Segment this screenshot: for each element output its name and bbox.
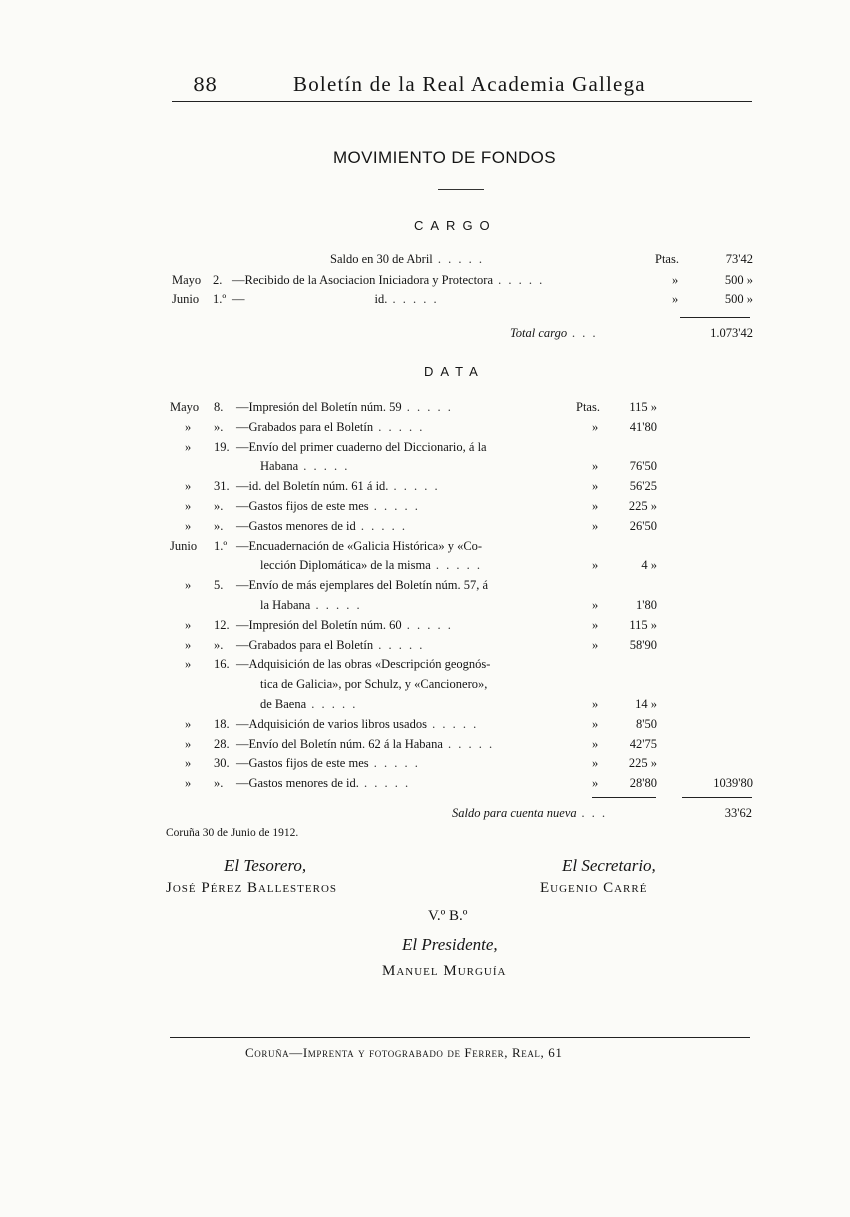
- data-row-desc: —Impresión del Boletín núm. 59 . . . . .: [236, 400, 453, 414]
- page-title: MOVIMIENTO DE FONDOS: [333, 148, 557, 167]
- running-title: Boletín de la Real Academia Gallega: [293, 72, 646, 96]
- printer-footer: Coruña—Imprenta y fotograbado de Ferrer, Real, 61: [245, 1045, 563, 1060]
- data-row-unit: »: [592, 479, 599, 493]
- data-row-desc: —id. del Boletín núm. 61 á id. . . . . .: [236, 479, 440, 493]
- cargo-row-month: Junio: [172, 292, 200, 306]
- data-row-desc: —Encuadernación de «Galicia Histórica» y «Co-: [236, 539, 483, 553]
- secretary-title: El Secretario,: [562, 856, 656, 875]
- data-row-unit: »: [592, 598, 599, 612]
- data-row-desc: la Habana . . . . .: [260, 598, 362, 612]
- data-row-desc: —Envío del Boletín núm. 62 á la Habana . . . . .: [236, 737, 495, 751]
- data-row-desc: —Grabados para el Boletín . . . . .: [236, 638, 425, 652]
- title-divider: [438, 189, 484, 190]
- data-row-day: ».: [214, 638, 224, 652]
- balance-value: 33'62: [724, 806, 752, 820]
- treasurer-name: José Pérez Ballesteros: [166, 880, 338, 896]
- page-number: 88: [193, 74, 218, 96]
- cargo-row-amount: 73'42: [725, 252, 753, 266]
- data-row-day: ».: [214, 499, 224, 513]
- data-subtotal-rule: [592, 797, 656, 798]
- data-row-desc: Habana . . . . .: [260, 459, 350, 473]
- secretary-name: Eugenio Carré: [540, 880, 648, 896]
- data-row-unit: »: [592, 459, 599, 473]
- data-row-day: 8.: [214, 400, 224, 414]
- cargo-row-unit: »: [672, 292, 679, 306]
- cargo-total-value: 1.073'42: [710, 326, 753, 340]
- data-row-day: ».: [214, 519, 224, 533]
- data-row-unit: »: [592, 499, 599, 513]
- data-row-desc: —Gastos menores de id . . . . .: [236, 519, 408, 533]
- data-heading: DATA: [424, 364, 485, 379]
- data-row-month: »: [185, 519, 192, 533]
- data-row-day: 28.: [214, 737, 230, 751]
- data-row-unit: »: [592, 697, 599, 711]
- data-total-rule: [682, 797, 752, 798]
- data-row-day: 5.: [214, 578, 224, 592]
- data-row-month: »: [185, 737, 192, 751]
- data-row-month: »: [185, 657, 192, 671]
- data-row-amount: 115 »: [629, 400, 657, 414]
- data-row-month: »: [185, 776, 192, 790]
- cargo-row-desc: Saldo en 30 de Abril . . . . .: [330, 252, 485, 266]
- ditto-mark: id.: [374, 292, 388, 306]
- data-row-month: »: [185, 618, 192, 632]
- data-row-amount: 56'25: [629, 479, 657, 493]
- data-row-month: »: [185, 499, 192, 513]
- cargo-total-label: Total cargo . . .: [510, 326, 598, 340]
- data-row-day: 18.: [214, 717, 230, 731]
- data-row-day: ».: [214, 776, 224, 790]
- date-line: Coruña 30 de Junio de 1912.: [166, 827, 299, 839]
- data-row-amount: 26'50: [629, 519, 657, 533]
- treasurer-title: El Tesorero,: [224, 856, 307, 875]
- data-row-day: 1.º: [214, 539, 228, 553]
- data-row-desc: —Gastos fijos de este mes . . . . .: [236, 756, 420, 770]
- data-row-amount: 225 »: [628, 756, 657, 770]
- cargo-row-desc: —Recibido de la Asociacion Iniciadora y Protectora . . . . .: [232, 273, 545, 287]
- data-row-desc: lección Diplomática» de la misma . . . . .: [260, 558, 483, 572]
- data-row-month: »: [185, 638, 192, 652]
- president-name: Manuel Murguía: [382, 963, 507, 979]
- balance-label: Saldo para cuenta nueva . . .: [452, 806, 608, 820]
- data-row-day: 31.: [214, 479, 230, 493]
- cargo-row-day: 1.º: [213, 292, 227, 306]
- president-title: El Presidente,: [402, 935, 498, 954]
- data-row-month: »: [185, 479, 192, 493]
- data-row-unit: »: [592, 776, 599, 790]
- data-row-amount: 76'50: [629, 459, 657, 473]
- data-row-desc: —Impresión del Boletín núm. 60 . . . . .: [236, 618, 453, 632]
- data-row-day: 12.: [214, 618, 230, 632]
- data-row-amount: 8'50: [635, 717, 657, 731]
- data-row-unit: »: [592, 558, 599, 572]
- data-row-day: 16.: [214, 657, 230, 671]
- data-row-unit: »: [592, 638, 599, 652]
- cargo-row-unit: »: [672, 273, 679, 287]
- data-row-unit: Ptas.: [576, 400, 600, 414]
- data-total-value: 1039'80: [713, 776, 753, 790]
- data-row-desc: —Adquisición de las obras «Descripción geognós-: [236, 657, 491, 671]
- data-row-month: »: [185, 717, 192, 731]
- data-row-amount: 42'75: [629, 737, 657, 751]
- cargo-row-month: Mayo: [172, 273, 202, 287]
- data-row-amount: 1'80: [635, 598, 657, 612]
- footer-rule: [170, 1037, 750, 1038]
- data-row-desc: —Adquisición de varios libros usados . . . . .: [236, 717, 479, 731]
- data-row-unit: »: [592, 519, 599, 533]
- data-row-amount: 28'80: [629, 776, 657, 790]
- cargo-row-amount: 500 »: [724, 273, 753, 287]
- data-row-month: »: [185, 420, 192, 434]
- data-row-unit: »: [592, 717, 599, 731]
- data-row-month: »: [185, 578, 192, 592]
- data-row-amount: 41'80: [629, 420, 657, 434]
- data-row-day: ».: [214, 420, 224, 434]
- data-row-desc: —Envío de más ejemplares del Boletín núm. 57, á: [236, 578, 489, 592]
- cargo-row-amount: 500 »: [724, 292, 753, 306]
- data-row-desc: —Gastos menores de id. . . . . .: [236, 776, 411, 790]
- data-row-month: »: [185, 756, 192, 770]
- cargo-row-desc: — id. . . . . .: [232, 292, 439, 306]
- cargo-row-day: 2.: [213, 273, 223, 287]
- data-row-unit: »: [592, 756, 599, 770]
- data-row-desc: —Gastos fijos de este mes . . . . .: [236, 499, 420, 513]
- data-row-amount: 225 »: [628, 499, 657, 513]
- data-row-unit: »: [592, 618, 599, 632]
- data-row-month: Junio: [170, 539, 198, 553]
- data-row-month: »: [185, 440, 192, 454]
- data-row-desc: de Baena . . . . .: [260, 697, 358, 711]
- data-row-desc: —Envío del primer cuaderno del Diccionario, á la: [236, 440, 487, 454]
- data-row-day: 30.: [214, 756, 230, 770]
- visto-bueno: V.º B.º: [428, 908, 468, 924]
- header-rule: [172, 101, 752, 102]
- data-row-amount: 115 »: [629, 618, 657, 632]
- data-row-desc: tica de Galicia», por Schulz, y «Cancionero»,: [260, 677, 488, 691]
- data-row-unit: »: [592, 737, 599, 751]
- data-row-amount: 4 »: [641, 558, 657, 572]
- data-row-day: 19.: [214, 440, 230, 454]
- data-row-month: Mayo: [170, 400, 200, 414]
- cargo-row-unit: Ptas.: [655, 252, 679, 266]
- data-row-desc: —Grabados para el Boletín . . . . .: [236, 420, 425, 434]
- data-row-amount: 58'90: [629, 638, 657, 652]
- data-row-amount: 14 »: [635, 697, 657, 711]
- data-row-unit: »: [592, 420, 599, 434]
- cargo-total-rule: [680, 317, 750, 318]
- cargo-heading: CARGO: [414, 218, 497, 233]
